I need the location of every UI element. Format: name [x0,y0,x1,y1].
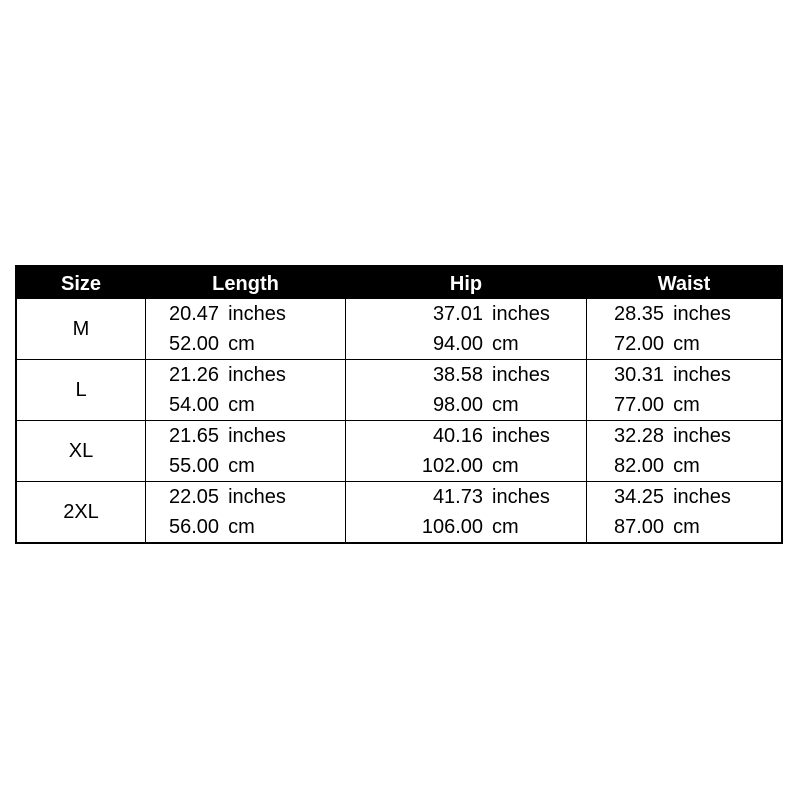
unit-inches: inches [673,425,731,447]
unit-inches: inches [228,364,286,386]
size-cell: L [75,379,87,401]
length-inches-value: 22.05 [169,486,220,508]
unit-inches: inches [228,425,286,447]
hip-inches [397,421,550,451]
length-inches [169,421,286,451]
size-cell: 2XL [63,501,99,523]
hip-cm-value: 106.00 [421,516,483,538]
length-cm [169,451,255,481]
header-waist: Waist [657,273,711,295]
waist-inches-value: 34.25 [614,486,665,508]
unit-cm: cm [492,394,519,416]
hip-cm [397,390,519,420]
length-inches-value: 20.47 [169,303,220,325]
unit-cm: cm [228,455,255,477]
waist-inches [614,421,731,451]
size-chart-table [15,265,783,544]
unit-inches: inches [673,364,731,386]
hip-cm-value: 94.00 [432,333,483,355]
hip-cm [397,451,519,481]
length-inches-value: 21.65 [169,425,220,447]
waist-cm [614,451,700,481]
length-cm-value: 56.00 [169,516,220,538]
waist-inches-value: 30.31 [614,364,665,386]
length-cm [169,512,255,542]
unit-inches: inches [492,486,550,508]
waist-cm [614,390,700,420]
hip-inches [397,360,550,390]
waist-inches-value: 32.28 [614,425,665,447]
length-inches [169,482,286,512]
table-row [17,359,781,419]
unit-cm: cm [228,516,255,538]
unit-cm: cm [673,394,700,416]
unit-inches: inches [673,303,731,325]
unit-cm: cm [492,516,519,538]
table-row [17,299,781,359]
hip-inches-value: 41.73 [432,486,483,508]
unit-inches: inches [673,486,731,508]
size-cell: XL [68,440,94,462]
hip-cm-value: 102.00 [421,455,483,477]
header-length: Length [212,273,279,295]
length-cm-value: 54.00 [169,394,220,416]
length-cm [169,390,255,420]
hip-inches [397,482,550,512]
hip-inches-value: 40.16 [432,425,483,447]
unit-cm: cm [228,394,255,416]
hip-cm-value: 98.00 [432,394,483,416]
hip-inches [397,299,550,329]
table-row [17,420,781,480]
waist-cm [614,329,700,359]
hip-cm [397,512,519,542]
length-cm-value: 55.00 [169,455,220,477]
waist-cm-value: 77.00 [614,394,665,416]
unit-inches: inches [492,425,550,447]
unit-cm: cm [228,333,255,355]
table-header [17,267,781,299]
length-cm-value: 52.00 [169,333,220,355]
table-row [17,481,781,541]
unit-inches: inches [492,303,550,325]
hip-inches-value: 38.58 [432,364,483,386]
size-cell: M [72,318,90,340]
waist-cm-value: 87.00 [614,516,665,538]
unit-cm: cm [673,333,700,355]
hip-cm [397,329,519,359]
length-inches [169,299,286,329]
waist-inches [614,482,731,512]
unit-inches: inches [492,364,550,386]
unit-inches: inches [228,486,286,508]
unit-cm: cm [492,333,519,355]
unit-cm: cm [492,455,519,477]
header-size: Size [60,273,102,295]
unit-cm: cm [673,455,700,477]
waist-cm [614,512,700,542]
length-inches [169,360,286,390]
waist-cm-value: 72.00 [614,333,665,355]
length-cm [169,329,255,359]
waist-inches-value: 28.35 [614,303,665,325]
unit-cm: cm [673,516,700,538]
hip-inches-value: 37.01 [432,303,483,325]
length-inches-value: 21.26 [169,364,220,386]
header-hip: Hip [449,273,483,295]
waist-inches [614,299,731,329]
waist-cm-value: 82.00 [614,455,665,477]
waist-inches [614,360,731,390]
unit-inches: inches [228,303,286,325]
